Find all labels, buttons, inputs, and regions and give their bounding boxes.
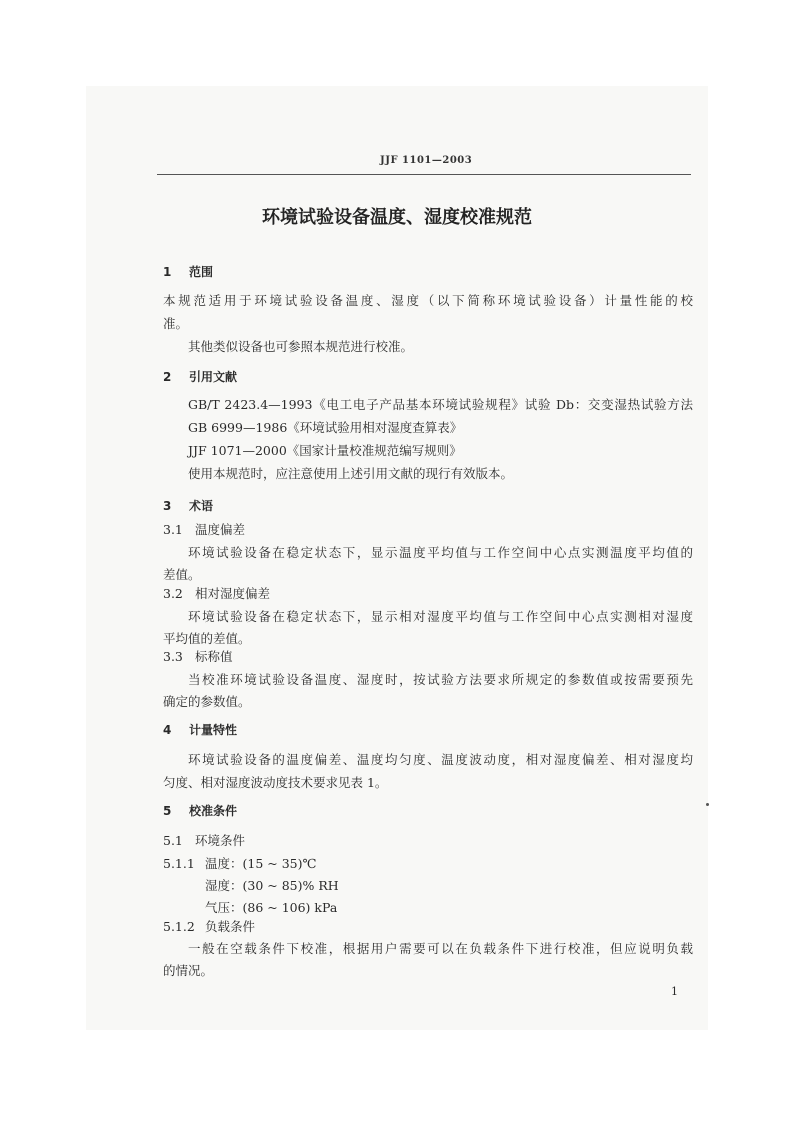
pressure-range: 气压：(86 ~ 106) kPa bbox=[205, 900, 338, 915]
term-3-2-line-2: 平均值的差值。 bbox=[163, 631, 251, 646]
term-3-1-line-1: 环境试验设备在稳定状态下，显示温度平均值与工作空间中心点实测温度平均值的 bbox=[188, 545, 693, 560]
section-title: 引用文献 bbox=[189, 370, 238, 384]
condition-number: 5.1.1 bbox=[163, 856, 195, 871]
term-3-3-line-1: 当校准环境试验设备温度、湿度时，按试验方法要求所规定的参数值或按需要预先 bbox=[188, 672, 693, 687]
condition-title: 环境条件 bbox=[195, 833, 246, 848]
condition-5-1-heading bbox=[163, 833, 245, 849]
reference-1: GB/T 2423.4—1993《电工电子产品基本环境试验规程》试验 Db：交变湿热试验方法 bbox=[188, 397, 693, 412]
term-3-2-line-1: 环境试验设备在稳定状态下，显示相对湿度平均值与工作空间中心点实测相对湿度 bbox=[188, 609, 693, 624]
condition-5-1-2-heading bbox=[163, 919, 255, 935]
condition-5-1-1-temperature bbox=[163, 856, 316, 872]
humidity-range: 湿度：(30 ~ 85)% RH bbox=[205, 878, 339, 893]
section-title: 范围 bbox=[189, 265, 214, 279]
section-2-heading bbox=[163, 369, 237, 385]
section-5-heading bbox=[163, 803, 237, 819]
term-number: 3.3 bbox=[163, 649, 183, 664]
header-rule bbox=[157, 174, 691, 175]
s4-paragraph-line-2: 匀度、相对湿度波动度技术要求见表 1。 bbox=[163, 775, 388, 790]
term-3-3-heading bbox=[163, 649, 233, 665]
document-title: 环境试验设备温度、湿度校准规范 bbox=[262, 207, 532, 228]
section-title: 计量特性 bbox=[189, 723, 238, 737]
scan-speck bbox=[706, 803, 709, 806]
section-number: 2 bbox=[163, 370, 172, 384]
s4-paragraph-line-1: 环境试验设备的温度偏差、温度均匀度、温度波动度，相对湿度偏差、相对湿度均 bbox=[188, 752, 693, 767]
section-3-heading bbox=[163, 498, 213, 514]
temperature-range: 温度：(15 ~ 35)℃ bbox=[205, 856, 317, 871]
page-number: 1 bbox=[671, 985, 678, 998]
term-3-1-heading bbox=[163, 522, 245, 538]
term-number: 3.1 bbox=[163, 522, 183, 537]
reference-note: 使用本规范时，应注意使用上述引用文献的现行有效版本。 bbox=[188, 466, 514, 481]
section-title: 术语 bbox=[189, 499, 214, 513]
term-number: 3.2 bbox=[163, 586, 183, 601]
condition-title: 负载条件 bbox=[205, 919, 256, 934]
s1-paragraph-line-2: 准。 bbox=[163, 316, 189, 331]
section-number: 3 bbox=[163, 499, 172, 513]
term-3-3-line-2: 确定的参数值。 bbox=[163, 694, 251, 709]
section-1-heading bbox=[163, 264, 213, 280]
term-title: 温度偏差 bbox=[195, 522, 246, 537]
reference-3: JJF 1071—2000《国家计量校准规范编写规则》 bbox=[188, 443, 462, 458]
reference-2: GB 6999—1986《环境试验用相对湿度查算表》 bbox=[188, 420, 463, 435]
condition-number: 5.1 bbox=[163, 833, 183, 848]
term-title: 相对湿度偏差 bbox=[195, 586, 271, 601]
load-condition-line-2: 的情况。 bbox=[163, 963, 214, 978]
s1-paragraph-2: 其他类似设备也可参照本规范进行校准。 bbox=[188, 339, 414, 354]
section-number: 5 bbox=[163, 804, 172, 818]
section-number: 1 bbox=[163, 265, 172, 279]
standard-code: JJF 1101—2003 bbox=[380, 155, 473, 166]
term-3-1-line-2: 差值。 bbox=[163, 567, 201, 582]
section-number: 4 bbox=[163, 723, 172, 737]
term-3-2-heading bbox=[163, 586, 270, 602]
section-title: 校准条件 bbox=[189, 804, 238, 818]
condition-number: 5.1.2 bbox=[163, 919, 195, 934]
s1-paragraph-line-1: 本规范适用于环境试验设备温度、湿度（以下简称环境试验设备）计量性能的校 bbox=[163, 293, 693, 308]
term-title: 标称值 bbox=[195, 649, 233, 664]
section-4-heading bbox=[163, 722, 237, 738]
load-condition-line-1: 一般在空载条件下校准，根据用户需要可以在负载条件下进行校准，但应说明负载 bbox=[188, 941, 693, 956]
